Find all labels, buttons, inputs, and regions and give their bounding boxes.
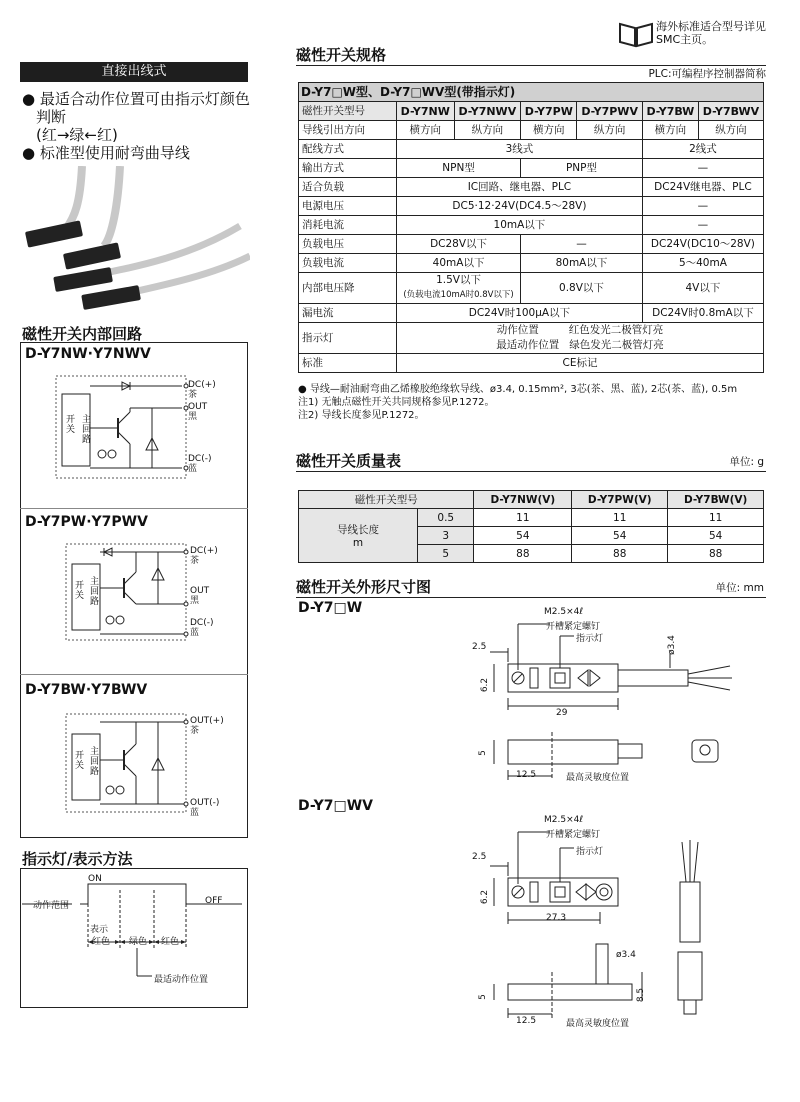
cell: 88 [474, 545, 572, 563]
mass-unit: 单位: g [729, 456, 764, 468]
dim-title: 磁性开关外形尺寸图 [296, 576, 766, 598]
circuit-sep-2 [20, 674, 248, 675]
spec-group-header: D-Y7□W型、D-Y7□WV型(带指示灯) [299, 83, 764, 102]
cell: DC24V时100μA以下 [397, 304, 643, 323]
bullet-1-color: (红→绿←红) [36, 126, 118, 144]
cell: — [521, 235, 643, 254]
svg-text:关: 关 [75, 761, 85, 771]
bullet-1: ● 最适合动作位置可由指示灯颜色 [22, 90, 250, 108]
wv-d25: 2.5 [472, 852, 487, 862]
cell: D-Y7PWV [577, 102, 642, 121]
cell: 纵方向 [454, 121, 521, 140]
cell: 54 [572, 527, 668, 545]
plc-note: PLC:可编程序控制器简称 [648, 68, 766, 80]
cell: DC24V时0.8mA以下 [642, 304, 763, 323]
cell: 3线式 [397, 140, 643, 159]
cell: — [642, 197, 763, 216]
cell: 0.8V以下 [521, 273, 643, 304]
cell: 10mA以下 [397, 216, 643, 235]
cell: 导线长度 m [299, 509, 418, 563]
svg-text:回: 回 [90, 757, 100, 767]
cell: 纵方向 [698, 121, 763, 140]
w-sens: 最高灵敏度位置 [566, 773, 630, 783]
ind-on: ON [88, 874, 102, 884]
ind-off: OFF [205, 896, 223, 906]
w-led: 指示灯 [576, 634, 604, 644]
dim-unit: 单位: mm [715, 582, 764, 594]
cell: D-Y7NWV [454, 102, 521, 121]
cell: 配线方式 [299, 140, 397, 159]
cell: D-Y7BW [642, 102, 698, 121]
cell: CE标记 [397, 354, 764, 373]
w-screw-desc: 开槽紧定螺钉 [546, 622, 601, 632]
c1-main: 主 [82, 415, 92, 425]
w-d125: 12.5 [516, 770, 537, 780]
cell: DC28V以下 [397, 235, 521, 254]
cell: D-Y7NW(V) [474, 491, 572, 509]
svg-text:开: 开 [66, 415, 76, 425]
svg-text:回: 回 [90, 587, 100, 597]
wv-d5: 5 [477, 994, 488, 1000]
dim-w-drawing [460, 604, 760, 794]
cell: PNP型 [521, 159, 643, 178]
spec-title: 磁性开关规格 [296, 44, 766, 66]
wv-screw-desc: 开槽紧定螺钉 [546, 830, 601, 840]
w-d34: ø3.4 [666, 635, 677, 655]
cell: 11 [572, 509, 668, 527]
wv-d34: ø3.4 [616, 950, 636, 960]
cell: 横方向 [397, 121, 455, 140]
circuit-1-title: D-Y7NW·Y7NWV [25, 346, 151, 362]
cell: 11 [668, 509, 764, 527]
svg-text:开: 开 [75, 751, 85, 761]
w-screw: M2.5×4ℓ [544, 607, 584, 617]
cell: 纵方向 [577, 121, 642, 140]
ind-best: 最适动作位置 [154, 975, 209, 985]
cell: DC24V(DC10～28V) [642, 235, 763, 254]
cell: 磁性开关型号 [299, 102, 397, 121]
mass-title: 磁性开关质量表 [296, 450, 766, 472]
svg-text:主: 主 [90, 577, 100, 587]
cell: 88 [572, 545, 668, 563]
circuit-3-pins: OUT(+) 茶 OUT(-) 蓝 [190, 716, 224, 818]
svg-text:关: 关 [66, 425, 76, 435]
svg-text:路: 路 [90, 767, 100, 777]
direct-wire-bar: 直接出线式 [20, 62, 248, 82]
cell: 1.5V以下 (负载电流10mA时0.8V以下) [397, 273, 521, 304]
cell: 0.5 [418, 509, 474, 527]
spec-table [298, 82, 764, 373]
cell: 磁性开关型号 [299, 491, 474, 509]
cell: 4V以下 [642, 273, 763, 304]
cell: D-Y7NW [397, 102, 455, 121]
svg-text:关: 关 [75, 591, 85, 601]
cell: 输出方式 [299, 159, 397, 178]
cell: 2线式 [642, 140, 763, 159]
ind-red2: 红色 [161, 937, 180, 947]
cell: NPN型 [397, 159, 521, 178]
cell: 导线引出方向 [299, 121, 397, 140]
circuit-3-title: D-Y7BW·Y7BWV [25, 682, 148, 698]
cell: 内部电压降 [299, 273, 397, 304]
cell: DC24V继电器、PLC [642, 178, 763, 197]
cell: D-Y7BWV [698, 102, 763, 121]
w-d62: 6.2 [480, 677, 491, 693]
cell: IC回路、继电器、PLC [397, 178, 643, 197]
dim-wv-drawing [460, 812, 760, 1032]
cell: 横方向 [642, 121, 698, 140]
w-d29: 29 [556, 708, 568, 718]
svg-text:开: 开 [75, 581, 85, 591]
cell: D-Y7BW(V) [668, 491, 764, 509]
circuit-2-pins: DC(+) 茶 OUT 黑 DC(-) 蓝 [190, 546, 218, 638]
bullet-2: ● 标准型使用耐弯曲导线 [22, 144, 190, 162]
feature-bullets [22, 90, 252, 162]
cell: 54 [668, 527, 764, 545]
cell: 横方向 [521, 121, 577, 140]
wv-d125: 12.5 [516, 1016, 537, 1026]
cell: DC5·12·24V(DC4.5～28V) [397, 197, 643, 216]
cell: 动作位置 红色发光二极管灯亮 最适动作位置 绿色发光二极管灯亮 [397, 323, 764, 354]
wv-screw: M2.5×4ℓ [544, 815, 584, 825]
ind-range: 动作范围 [33, 901, 70, 911]
circuit-1-pins: DC(+) 茶 OUT 黑 DC(-) 蓝 [188, 380, 216, 474]
cell: 标准 [299, 354, 397, 373]
dim-wv-title: D-Y7□WV [298, 798, 374, 814]
cell: 88 [668, 545, 764, 563]
cell: 漏电流 [299, 304, 397, 323]
svg-text:路: 路 [90, 597, 100, 607]
wv-d62: 6.2 [480, 889, 491, 905]
overseas-note: 海外标准适合型号详见 SMC主页。 [656, 20, 766, 46]
cell: — [642, 159, 763, 178]
circuit-2-title: D-Y7PW·Y7PWV [25, 514, 148, 530]
cell: 5 [418, 545, 474, 563]
wv-sens: 最高灵敏度位置 [566, 1019, 630, 1029]
mass-table [298, 490, 764, 563]
ind-red1: 红色 [92, 937, 111, 947]
dim-w-title: D-Y7□W [298, 600, 363, 616]
cell: 40mA以下 [397, 254, 521, 273]
cell: 负载电压 [299, 235, 397, 254]
cell: 指示灯 [299, 323, 397, 354]
cell: 54 [474, 527, 572, 545]
bullet-1-cont: 判断 [36, 108, 67, 126]
wv-d273: 27.3 [546, 913, 567, 923]
svg-text:主: 主 [90, 747, 100, 757]
cell: 电源电压 [299, 197, 397, 216]
ind-display: 表示 [90, 925, 109, 935]
w-d5: 5 [477, 750, 488, 756]
spec-notes: ● 导线—耐油耐弯曲乙烯橡胶绝缘软导线、ø3.4, 0.15mm², 3芯(茶、黑、蓝), 2芯(茶、蓝), 0.5m 注1) 无触点磁性开关共同规格参见P.1272。 注2) 导线长度参见P.1272。 [298, 384, 738, 421]
indicator-section-title: 指示灯/表示方法 [22, 850, 133, 868]
cell: 适合负载 [299, 178, 397, 197]
cell: D-Y7PW(V) [572, 491, 668, 509]
cell: — [642, 216, 763, 235]
svg-text:路: 路 [82, 435, 92, 445]
cell: 11 [474, 509, 572, 527]
wv-d85: 8.5 [636, 987, 647, 1003]
wv-led: 指示灯 [576, 847, 604, 857]
cell: 负载电流 [299, 254, 397, 273]
circuit-sep-1 [20, 508, 248, 509]
svg-text:回: 回 [82, 425, 92, 435]
cell: 消耗电流 [299, 216, 397, 235]
w-d25: 2.5 [472, 642, 487, 652]
cell: 3 [418, 527, 474, 545]
cell: 5～40mA [642, 254, 763, 273]
cell: D-Y7PW [521, 102, 577, 121]
circuit-section-title: 磁性开关内部回路 [22, 325, 143, 343]
ind-green: 绿色 [129, 937, 148, 947]
cell: 80mA以下 [521, 254, 643, 273]
product-photo [20, 166, 250, 316]
